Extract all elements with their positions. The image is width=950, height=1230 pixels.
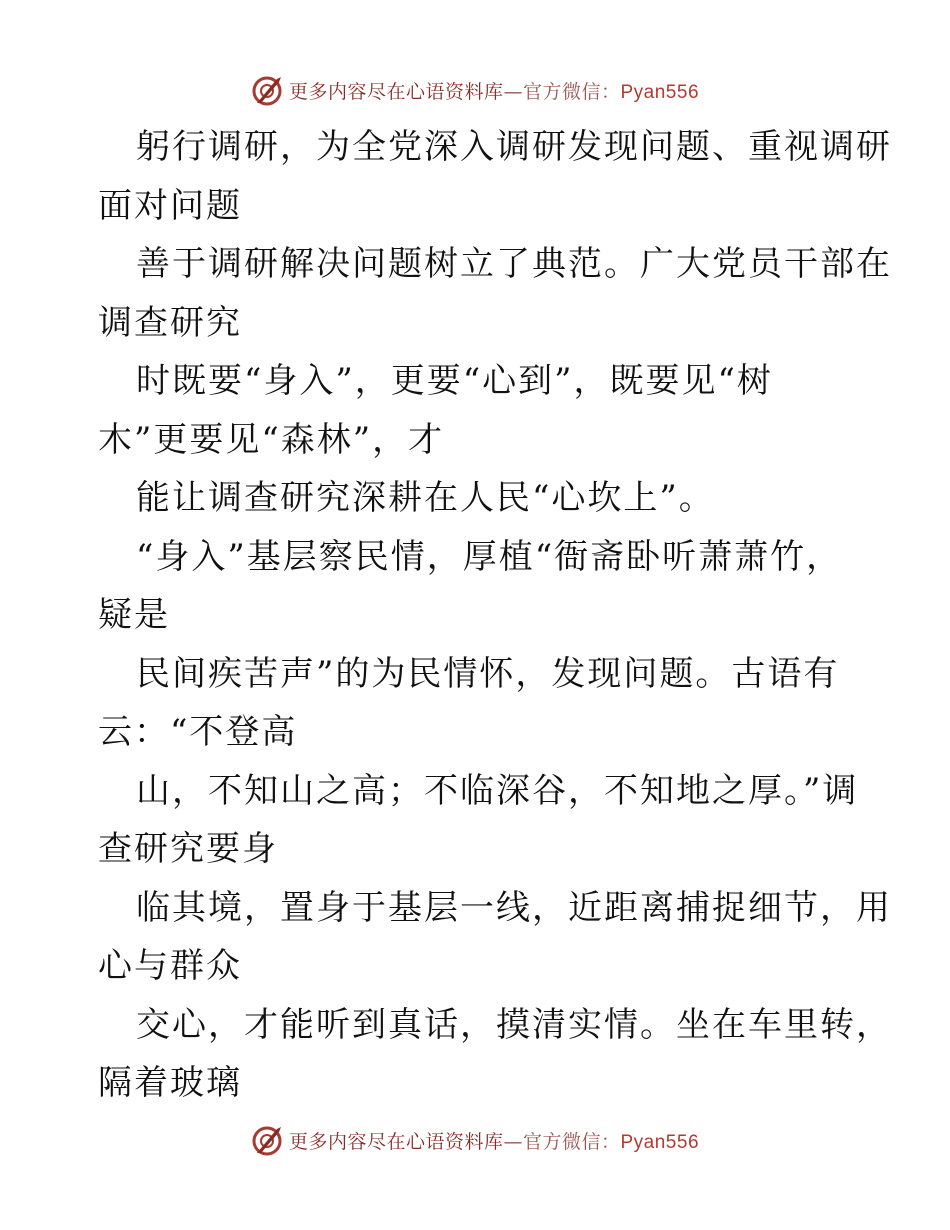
footer-watermark: [0, 1120, 950, 1160]
text-line: 调查研究: [98, 302, 242, 343]
text-line: 躬行调研，为全党深入调研发现问题、重视调研: [136, 127, 892, 167]
document-body: [98, 118, 892, 1113]
text-line: 山，不知山之高；不临深谷，不知地之厚。”调: [136, 770, 859, 811]
quill-logo-icon: [251, 1123, 285, 1157]
text-line: 民间疾苦声”的为民情怀，发现问题。古语有: [136, 653, 840, 694]
text-line: 查研究要身: [98, 829, 278, 869]
text-line: 临其境，置身于基层一线，近距离捕捉细节，用: [136, 887, 892, 928]
text-line: 疑是: [98, 595, 170, 635]
quill-logo-icon: [251, 73, 285, 107]
footer-watermark-text: 更多内容尽在心语资料库—官方微信：Pyan556: [288, 1130, 700, 1153]
text-line: 能让调查研究深耕在人民“心坎上”。: [136, 478, 715, 518]
text-line: 交心，才能听到真话，摸清实情。坐在车里转，: [136, 1004, 892, 1045]
text-line: 时既要“身入”，更要“心到”，既要见“树: [136, 361, 773, 401]
text-line: 隔着玻璃: [98, 1063, 242, 1103]
header-watermark-text: 更多内容尽在心语资料库—官方微信：Pyan556: [288, 80, 700, 103]
text-line: 云：“不登高: [98, 712, 298, 752]
text-line: 木”更要见“森林”，才: [98, 419, 445, 460]
text-line: “身入”基层察民情，厚植“衙斋卧听萧萧竹，: [136, 536, 843, 577]
text-line: 心与群众: [98, 946, 242, 986]
text-line: 面对问题: [98, 185, 242, 226]
header-watermark: [0, 70, 950, 110]
text-line: 善于调研解决问题树立了典范。广大党员干部在: [136, 244, 892, 284]
